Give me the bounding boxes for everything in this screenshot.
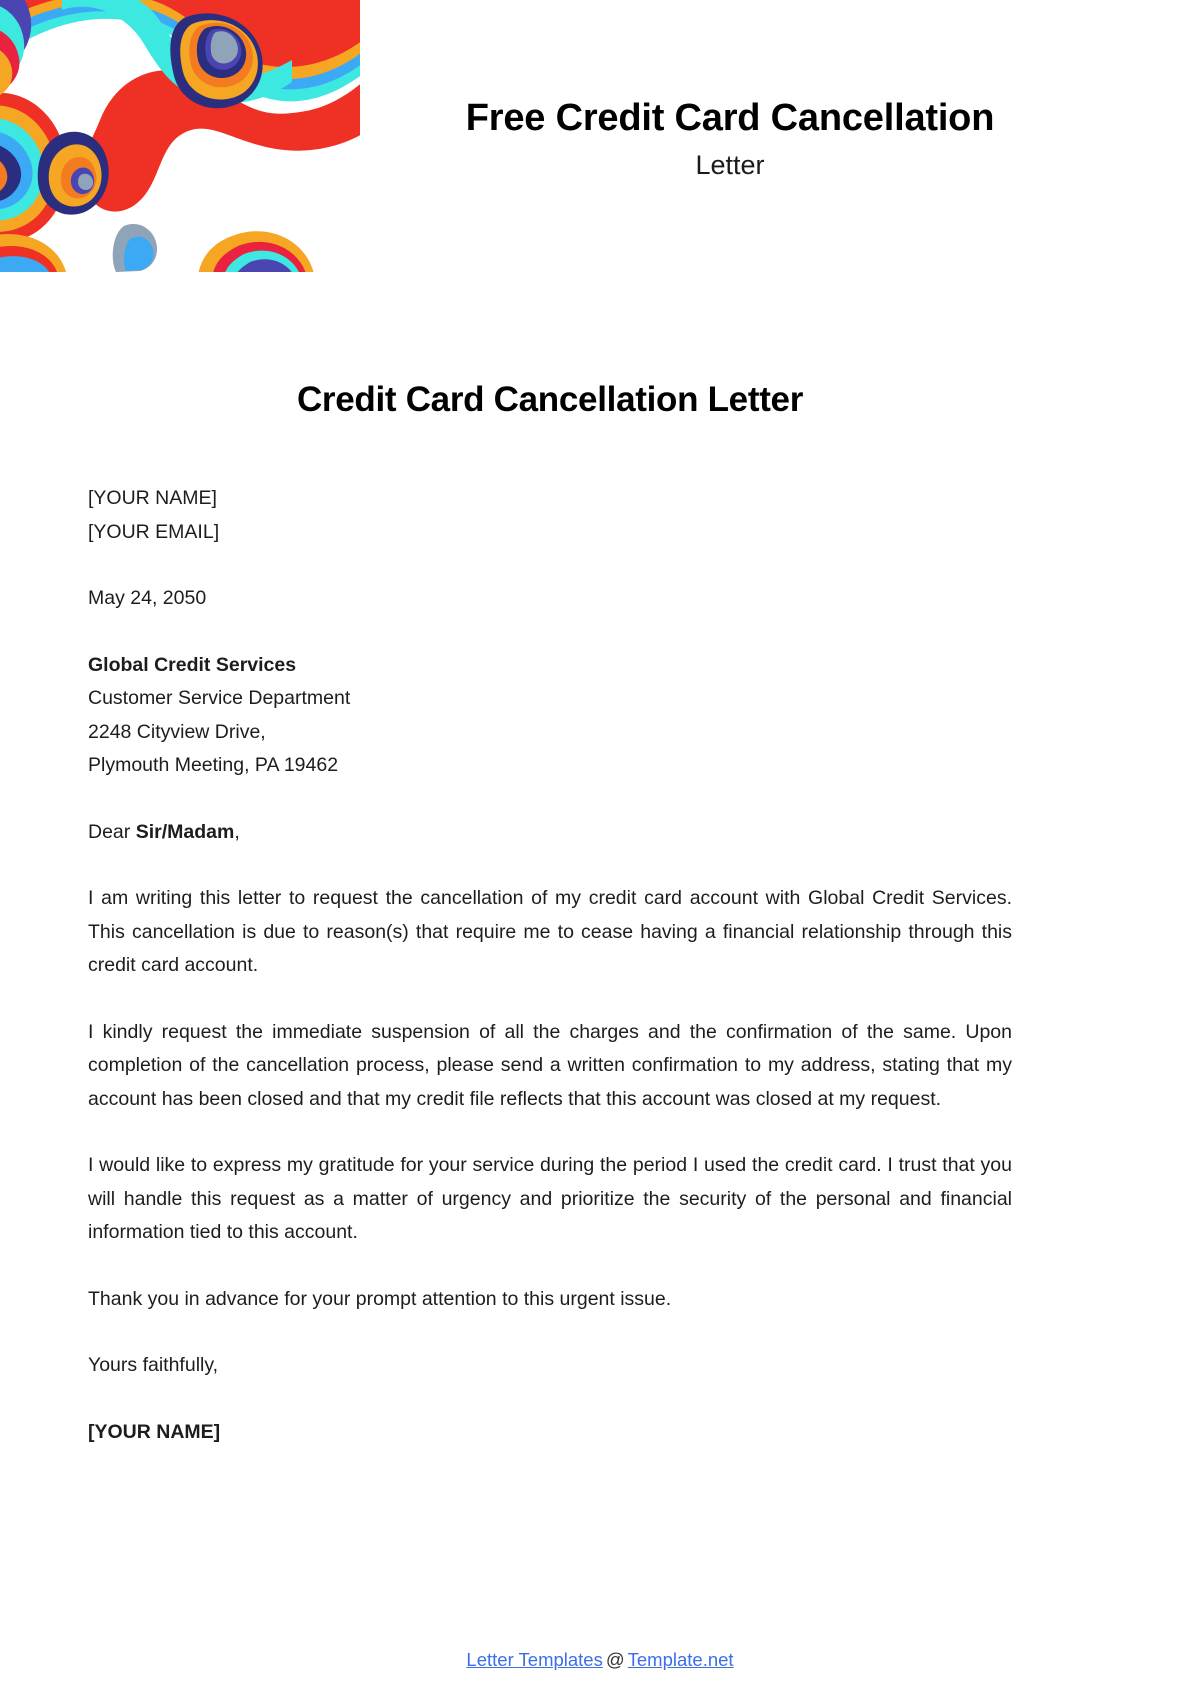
recipient-department: Customer Service Department [88, 687, 351, 709]
recipient-block [88, 649, 1012, 783]
letter-date: May 24, 2050 [88, 587, 207, 609]
header-title-line2: Letter [695, 149, 765, 180]
salutation [88, 816, 1012, 850]
recipient-company: Global Credit Services [88, 653, 297, 676]
closing-salutation: Yours faithfully, [88, 1354, 219, 1376]
footer-separator-at: @ [605, 1649, 625, 1670]
document-header [380, 96, 1080, 185]
letter-body [88, 380, 1012, 1449]
page-title: Credit Card Cancellation Letter [296, 380, 804, 419]
recipient-street: 2248 Cityview Drive, [88, 720, 266, 743]
header-title-line1: Free Credit Card Cancellation [465, 97, 995, 139]
body-paragraph-4: Thank you in advance for your prompt attention to this urgent issue. [88, 1287, 672, 1310]
footer [0, 1648, 1200, 1672]
sender-name: [YOUR NAME] [88, 487, 217, 509]
footer-link-template-net[interactable]: Template.net [627, 1649, 734, 1670]
signature-name: [YOUR NAME] [88, 1420, 221, 1443]
body-paragraph-1: I am writing this letter to request the cancellation of my credit card account with Global Credit Services. This cancellation is due to reason(s) that require me to cease having a financial relationship through this credit card account. [88, 887, 1012, 976]
header-decorative-artwork [0, 0, 360, 272]
sender-block [88, 482, 1012, 549]
salutation-addressee: Sir/Madam [135, 820, 235, 843]
recipient-city-state-zip: Plymouth Meeting, PA 19462 [88, 754, 339, 776]
footer-link-letter-templates[interactable]: Letter Templates [466, 1649, 603, 1670]
salutation-prefix: Dear [88, 820, 136, 843]
body-paragraph-2: I kindly request the immediate suspension of all the charges and the confirmation of the same. Upon completion of the cancellation process, please send a written confirmation to my address, stating that my account has been closed and that my credit file reflects that this account was closed at my request. [88, 1020, 1012, 1110]
salutation-suffix: , [234, 820, 240, 843]
sender-email: [YOUR EMAIL] [88, 520, 220, 543]
body-paragraph-3: I would like to express my gratitude for your service during the period I used the credit card. I trust that you will handle this request as a matter of urgency and prioritize the security of the personal and financial information tied to this account. [88, 1154, 1012, 1243]
